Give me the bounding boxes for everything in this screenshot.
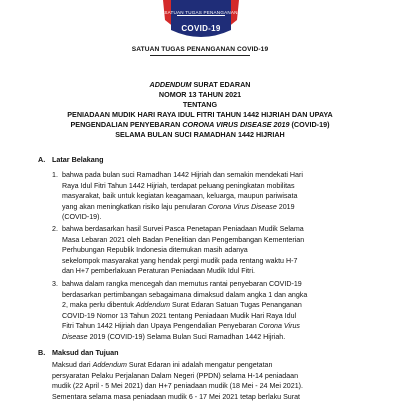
item-text: Fitri Tahun 1442 Hijriah dan Upaya Pengendalian Penyebaran: [62, 322, 259, 330]
para-line: mudik (22 April - 5 Mei 2021) dan H+7 peniadaan mudik (18 Mei - 24 Mei 2021).: [52, 381, 362, 392]
list-item: [62, 279, 362, 342]
item-line: Perhubungan Republik Indonesia ditemukan masih adanya: [62, 245, 362, 256]
title-addendum: ADDENDUM: [150, 80, 192, 89]
item-line: bahwa berdasarkan hasil Survei Pasca Penetapan Peniadaan Mudik Selama: [62, 224, 362, 235]
item-text-italic: Corona Virus Disease: [208, 203, 277, 211]
list-item: [62, 224, 362, 277]
list-item: [62, 170, 362, 223]
item-line: bahwa dalam rangka mencegah dan memutus rantai penyebaran COVID-19: [62, 279, 362, 290]
item-line: [62, 300, 362, 311]
item-number: 3.: [52, 279, 58, 290]
item-text: 2019: [277, 203, 295, 211]
item-line: [62, 202, 362, 213]
item-line: Raya Idul Fitri Tahun 1442 Hijriah, terdapat peluang peningkatan mobilitas: [62, 181, 362, 192]
para-line: persyaratan Pelaku Perjalanan Dalam Negeri (PPDN) selama H-14 peniadaan: [52, 371, 362, 382]
section-a-letter: A.: [38, 155, 52, 164]
para-text: Surat Edaran ini adalah mengatur pengetatan: [127, 361, 273, 369]
item-text: Surat Edaran Satuan Tugas Penanganan: [170, 301, 302, 309]
title-line-5a: PENGENDALIAN PENYEBARAN: [71, 120, 183, 129]
title-line-1: [0, 80, 400, 90]
document-title: [0, 80, 400, 140]
org-name: SATUAN TUGAS PENANGANAN COVID-19: [0, 46, 400, 53]
para-text: Maksud dari: [52, 361, 93, 369]
title-line-5b: CORONA VIRUS DISEASE 2019: [182, 120, 289, 129]
logo-bottom-text: COVID-19: [161, 24, 241, 33]
logo-top-text: SATUAN TUGAS PENANGANAN: [161, 10, 241, 15]
item-line: Masa Lebaran 2021 oleh Badan Penelitian dan Pengembangan Kementerian: [62, 235, 362, 246]
title-line-5c: (COVID-19): [290, 120, 330, 129]
title-line-6: SELAMA BULAN SUCI RAMADHAN 1442 HIJRIAH: [0, 130, 400, 140]
section-b-title: Maksud dan Tujuan: [52, 348, 119, 357]
item-line: [62, 332, 362, 343]
title-tentang: TENTANG: [0, 100, 400, 110]
item-text: yang akan meningkatkan risiko laju penularan: [62, 203, 208, 211]
para-line: Sementara selama masa peniadaan mudik 6 - 17 Mei 2021 tetap berlaku Surat: [52, 392, 362, 402]
satgas-covid19-logo: [161, 0, 241, 40]
item-line: masyarakat, baik untuk kegiatan keagamaan, keluarga, maupun pariwisata: [62, 191, 362, 202]
item-line: (COVID-19).: [62, 212, 362, 223]
header-underline: [150, 55, 250, 56]
item-line: bahwa pada bulan suci Ramadhan 1442 Hijriah dan semakin mendekati Hari: [62, 170, 362, 181]
section-b-paragraph: [52, 360, 362, 402]
section-b-letter: B.: [38, 348, 52, 357]
title-surat-edaran: SURAT EDARAN: [191, 80, 250, 89]
item-line: [62, 321, 362, 332]
para-line: [52, 360, 362, 371]
title-nomor: NOMOR 13 TAHUN 2021: [0, 90, 400, 100]
item-text-italic: Disease: [62, 333, 88, 341]
item-line: dan H+7 pemberlakuan Peraturan Peniadaan Mudik Idul Fitri.: [62, 266, 362, 277]
para-text-italic: Addendum: [93, 361, 127, 369]
title-line-5: [0, 120, 400, 130]
item-text-italic: Addendum: [136, 301, 170, 309]
section-a-heading: [38, 155, 104, 164]
item-line: COVID-19 Nomor 13 Tahun 2021 tentang Peniadaan Mudik Hari Raya Idul: [62, 311, 362, 322]
section-a-title: Latar Belakang: [52, 155, 104, 164]
item-number: 2.: [52, 224, 58, 235]
item-text: 2, maka perlu dibentuk: [62, 301, 136, 309]
section-b-heading: [38, 348, 119, 357]
item-text-italic: Corona Virus: [259, 322, 300, 330]
item-line: sekelompok masyarakat yang hendak pergi mudik pada rentang waktu H-7: [62, 256, 362, 267]
item-text: 2019 (COVID-19) Selama Bulan Suci Ramadhan 1442 Hijriah.: [88, 333, 286, 341]
item-number: 1.: [52, 170, 58, 181]
title-line-4: PENIADAAN MUDIK HARI RAYA IDUL FITRI TAHUN 1442 HIJRIAH DAN UPAYA: [0, 110, 400, 120]
item-line: berdasarkan pertimbangan sebagaimana dimaksud dalam angka 1 dan angka: [62, 290, 362, 301]
logo-divider: [177, 15, 225, 16]
